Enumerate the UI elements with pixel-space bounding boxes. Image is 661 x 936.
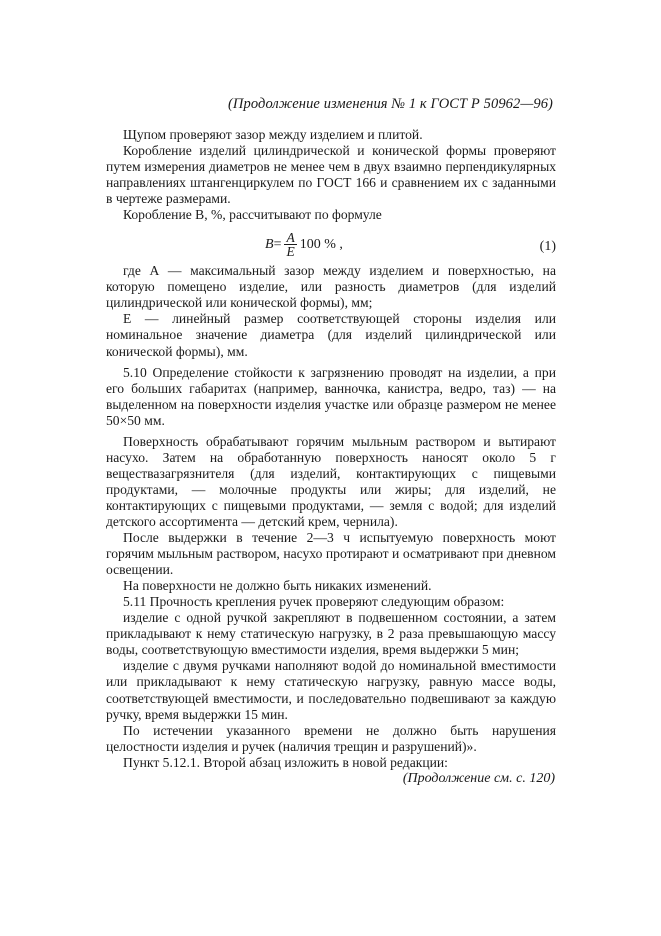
body-text (106, 127, 556, 771)
paragraph: Поверхность обрабатывают горячим мыльным раствором и вытирают насухо. Затем на обработанную поверхность наносят около 5 г веществазагрязнителя (для изделий, контактирующих с пищевыми продуктами, — молочные продукты или жиры; для изделий, не контактирующих с пищевыми продуктами, — земля с водой; для изделий детского ассортимента — детский крем, чернила). (106, 433, 556, 529)
paragraph: Е — линейный размер соответствующей стороны изделия или номинальное значение диаметра (для изделий цилиндрической или конической формы), мм. (106, 311, 556, 359)
paragraph: Щупом проверяют зазор между изделием и плитой. (123, 127, 423, 142)
formula-equals: = (273, 236, 282, 252)
formula-numerator: A (286, 230, 295, 246)
running-header: (Продолжение изменения № 1 к ГОСТ Р 50962—96) (228, 96, 553, 112)
formula-block (106, 225, 556, 263)
paragraph: Коробление изделий цилиндрической и конической формы проверяют путем измерения диаметров не менее чем в двух взаимно перпендикулярных направлениях штангенциркулем по ГОСТ 166 и сравнением их с заданными в чертеже размерами. (106, 143, 556, 207)
formula (265, 231, 343, 258)
paragraph: 5.10 Определение стойкости к загрязнению проводят на изделии, а при его больших габаритах (например, ванночка, канистра, ведро, таз) — на выделенном на поверхности изделия участке или образце размером не менее 50×50 мм. (106, 364, 556, 428)
formula-rest: 100 % , (299, 236, 343, 252)
paragraph: После выдержки в течение 2—3 ч испытуемую поверхность моют горячим мыльным раствором, насухо протирают и осматривают при дневном освещении. (106, 530, 556, 578)
equation-number: (1) (539, 239, 556, 255)
paragraph: На поверхности не должно быть никаких изменений. (123, 578, 432, 594)
formula-denominator: E (286, 244, 295, 260)
paragraph: изделие с двумя ручками наполняют водой до номинальной вместимости или прикладывают к нему статическую нагрузку, равную массе воды, соответствующей вместимости, и последовательно подвешивают за каждую ручку, время выдержки 15 мин. (106, 658, 556, 722)
formula-fraction (284, 231, 296, 258)
paragraph: изделие с одной ручкой закрепляют в подвешенном состоянии, а затем прикладывают к нему статическую нагрузку, в 2 раза превышающую массу воды, соответствующую вместимости изделия, время выдержки 5 мин; (106, 610, 556, 658)
paragraph: Коробление В, %, рассчитывают по формуле (123, 207, 382, 223)
paragraph: Пункт 5.12.1. Второй абзац изложить в новой редакции: (123, 754, 448, 770)
formula-lhs: B (265, 236, 274, 252)
paragraph: По истечении указанного времени не должно быть нарушения целостности изделия и ручек (наличия трещин и разрушений)». (106, 722, 556, 754)
continuation-footer: (Продолжение см. с. 120) (402, 771, 555, 786)
paragraph: где А — максимальный зазор между изделием и поверхностью, на которую помещено изделие, или разность диаметров (для изделий цилиндрической или конической формы), мм; (106, 263, 556, 311)
paragraph: 5.11 Прочность крепления ручек проверяют следующим образом: (123, 594, 505, 610)
